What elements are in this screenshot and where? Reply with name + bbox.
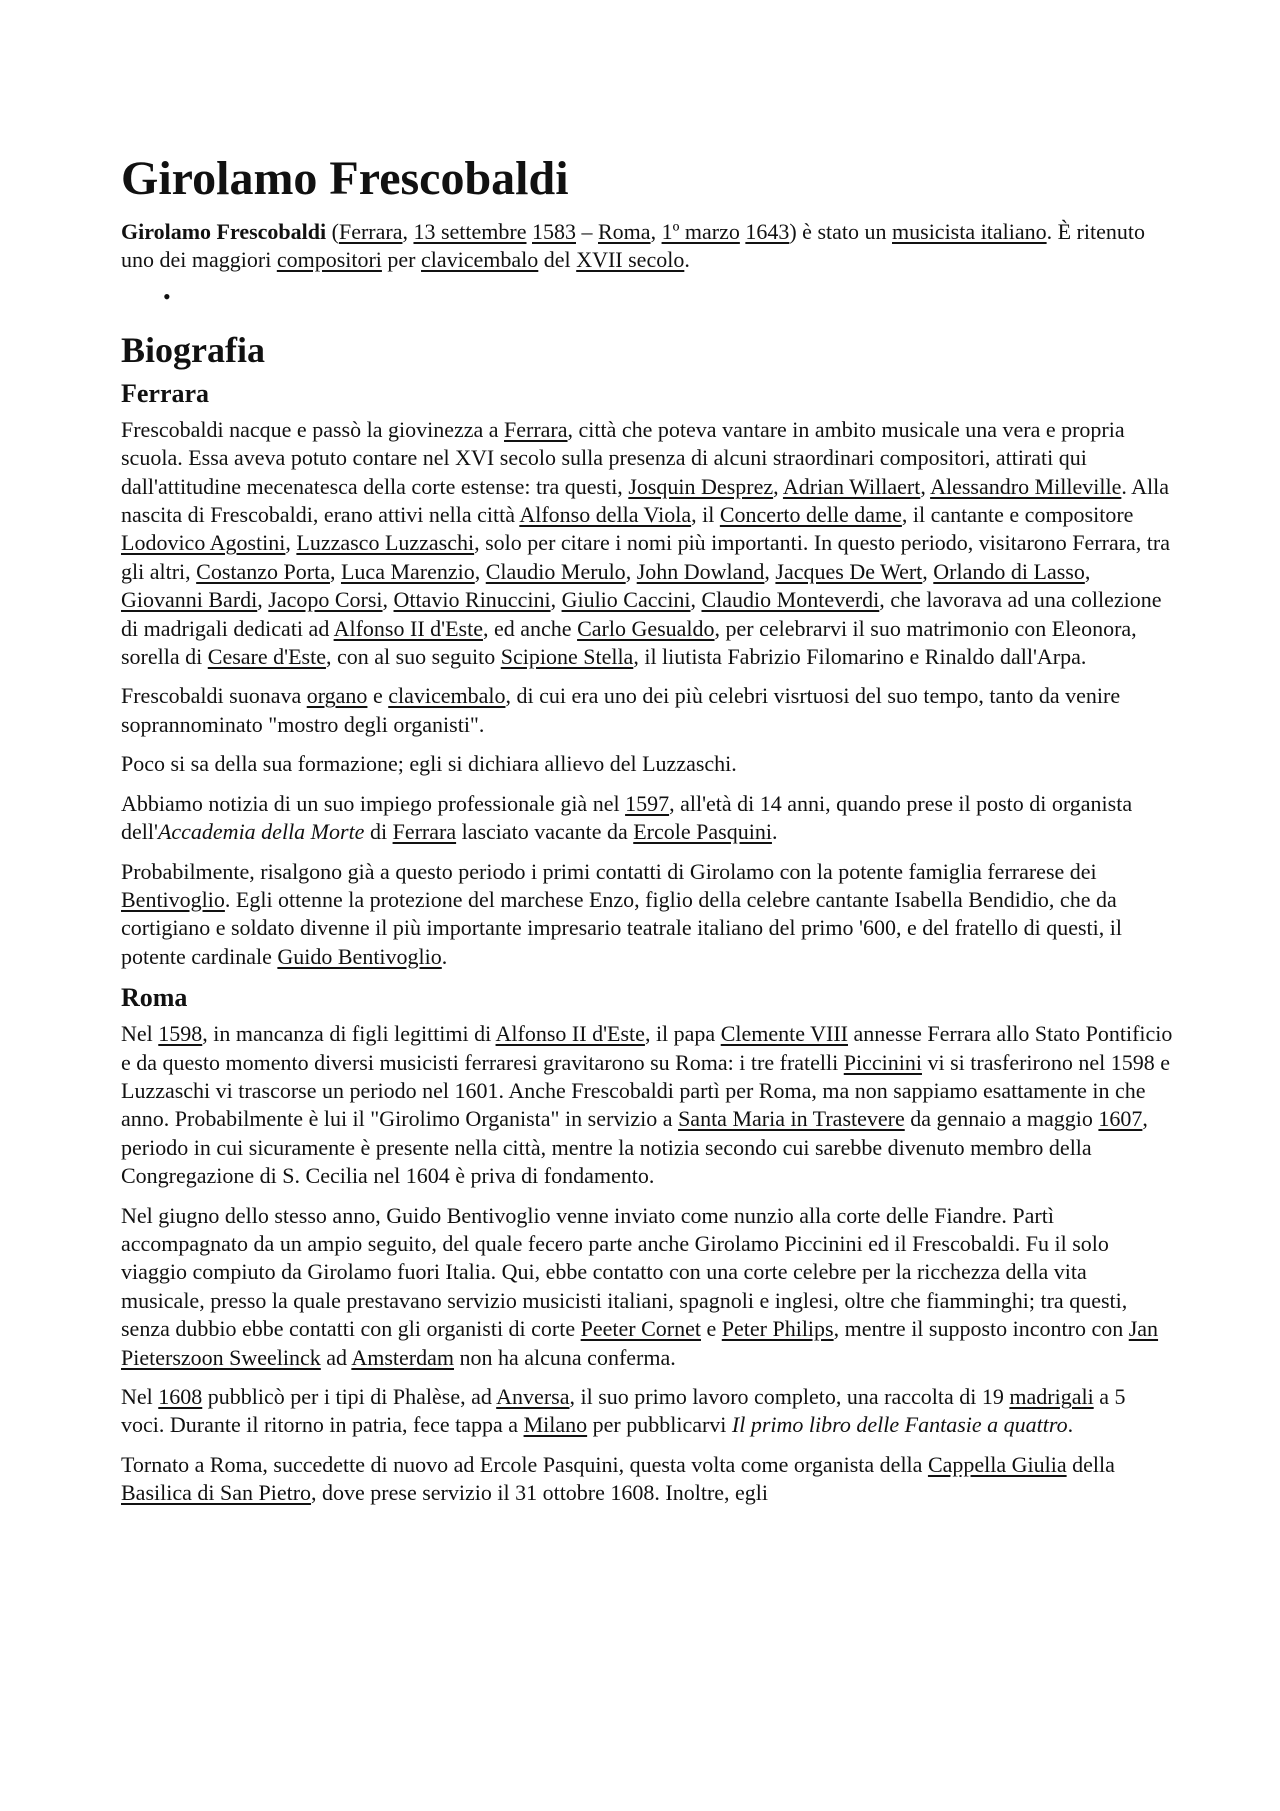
text: della <box>1066 1451 1115 1477</box>
text: di <box>364 819 393 845</box>
page-title: Girolamo Frescobaldi <box>121 152 569 205</box>
text: , <box>402 219 414 244</box>
text: per pubblicarvi <box>587 1412 732 1438</box>
text: , con al suo seguito <box>325 644 501 670</box>
link-anversa[interactable]: Anversa <box>496 1384 570 1409</box>
text: , <box>474 558 486 584</box>
link-1643[interactable]: 1643 <box>745 219 790 244</box>
text: , periodo in cui sicuramente è presente nella città, mentre la notizia secondo cui sarebbe divenuto membro della Congregazione di S. Cecilia nel 1604 è priva di fondamento. <box>121 1106 1148 1189</box>
link-claudio-monteverdi[interactable]: Claudio Monteverdi <box>701 587 880 613</box>
text: per <box>381 247 422 273</box>
text: , ed anche <box>483 615 578 641</box>
text: . Alla nascita di Frescobaldi, erano attivi nella città <box>121 473 1170 528</box>
text: , <box>650 219 662 244</box>
text: . <box>684 247 690 273</box>
link-roma[interactable]: Roma <box>598 219 651 244</box>
paragraph-ferrara-5 <box>121 858 1173 972</box>
link-concerto-delle-dame[interactable]: Concerto delle dame <box>719 502 902 528</box>
text: , di cui era uno dei più celebri visrtuosi del suo tempo, tanto da venire soprannominato "mostro degli organisti". <box>121 683 1121 737</box>
section-heading-biografia: Biografia <box>121 329 265 370</box>
link-1597[interactable]: 1597 <box>625 790 670 816</box>
link-ferrara[interactable]: Ferrara <box>392 819 457 845</box>
text: ad <box>320 1344 352 1370</box>
text: , <box>382 587 394 613</box>
link-jan-pieterszoon-sweelinck[interactable]: Jan Pieterszoon Sweelinck <box>121 1316 1159 1370</box>
link-clemente-viii[interactable]: Clemente VIII <box>720 1021 848 1047</box>
link-peter-philips[interactable]: Peter Philips <box>721 1316 834 1342</box>
link-alessandro-milleville[interactable]: Alessandro Milleville <box>930 473 1122 499</box>
text: del <box>538 247 577 273</box>
link-giulio-caccini[interactable]: Giulio Caccini <box>561 587 691 613</box>
text: . Egli ottenne la protezione del marchese Enzo, figlio della celebre cantante Isabella Bendidio, che da cortigiano e soldato divenne il più importante impresario teatrale italiano del primo '600, e del fratello di questi, il potente cardinale <box>121 886 1123 969</box>
text: pubblicò per i tipi di Phalèse, ad <box>202 1384 497 1409</box>
paragraph-roma-4 <box>121 1451 1173 1508</box>
link-13-settembre[interactable]: 13 settembre <box>413 219 527 244</box>
link-cappella-giulia[interactable]: Cappella Giulia <box>927 1451 1067 1477</box>
text: . <box>441 943 448 969</box>
link-clavicembalo[interactable]: clavicembalo <box>388 683 506 709</box>
text: e <box>701 1316 722 1342</box>
text: vi si trasferirono nel 1598 e Luzzaschi vi trascorse un periodo nel 1601. Anche Frescobaldi partì per Roma, ma non sappiamo esattamente in che anno. Probabilmente è lui il "Girolimo Organista" in servizio a <box>121 1049 1171 1132</box>
text: Tornato a Roma, succedette di nuovo ad Ercole Pasquini, questa volta come organista della <box>121 1451 928 1477</box>
link-amsterdam[interactable]: Amsterdam <box>351 1344 455 1370</box>
text: , il liutista Fabrizio Filomarino e Rinaldo dall'Arpa. <box>633 644 1087 670</box>
text: , dove prese servizio il 31 ottobre 1608. Inoltre, egli <box>311 1480 769 1506</box>
link-alfonso-ii-d-este[interactable]: Alfonso II d'Este <box>333 615 483 641</box>
paragraph-ferrara-3: Poco si sa della sua formazione; egli si dichiara allievo del Luzzaschi. <box>121 751 737 777</box>
link-alfonso-ii-d-este[interactable]: Alfonso II d'Este <box>495 1021 645 1047</box>
text: e <box>367 683 389 709</box>
text: ) è stato un <box>789 219 893 244</box>
link-costanzo-porta[interactable]: Costanzo Porta <box>196 558 330 584</box>
paragraph-ferrara-2 <box>121 682 1173 739</box>
link-orlando-di-lasso[interactable]: Orlando di Lasso <box>933 558 1085 584</box>
link-clavicembalo[interactable]: clavicembalo <box>421 247 539 273</box>
link-giovanni-bardi[interactable]: Giovanni Bardi <box>121 587 258 613</box>
link-alfonso-della-viola[interactable]: Alfonso della Viola <box>519 502 692 528</box>
link-1583[interactable]: 1583 <box>532 219 576 244</box>
italic-text: Il primo libro delle Fantasie a quattro <box>731 1412 1068 1438</box>
text: , in mancanza di figli legittimi di <box>202 1021 496 1047</box>
text: , città che poteva vantare in ambito musicale una vera e propria scuola. Essa aveva potuto contare nel XVI secolo sulla presenza di alcuni straordinari compositori, attirati qui dall'attitudine mecenatesca della corte estense: tra questi, <box>121 416 1125 499</box>
text: Frescobaldi suonava <box>121 683 307 709</box>
intro-bold-name: Girolamo Frescobaldi <box>121 219 327 244</box>
text: Nel <box>121 1021 159 1047</box>
text: , <box>764 558 776 584</box>
text: a 5 voci. Durante il ritorno in patria, fece tappa a <box>121 1384 1126 1438</box>
link-compositori[interactable]: compositori <box>276 247 382 273</box>
link-organo[interactable]: organo <box>306 683 368 709</box>
text: , che lavorava ad una collezione di madrigali dedicati ad <box>121 587 1162 641</box>
link-luzzasco-luzzaschi[interactable]: Luzzasco Luzzaschi <box>296 530 475 556</box>
text: , <box>257 587 269 613</box>
text: Nel giugno dello stesso anno, Guido Bentivoglio venne inviato come nunzio alla corte delle Fiandre. Partì accompagnato da un ampio seguito, del quale fecero parte anche Girolamo Piccinini ed il Frescobaldi. Fu il solo viaggio compiuto da Girolamo fuori Italia. Qui, ebbe contatto con una corte celebre per la ricchezza della vita musicale, presso la quale prestavano servizio musicisti italiani, spagnoli e inglesi, oltre che fiamminghi; tra questi, senza dubbio ebbe contatti con gli organisti di corte <box>121 1202 1128 1342</box>
text: , <box>1084 558 1091 584</box>
link-jacques-de-wert[interactable]: Jacques De Wert <box>775 558 923 584</box>
link-guido-bentivoglio[interactable]: Guido Bentivoglio <box>277 943 442 969</box>
link-ferrara[interactable]: Ferrara <box>504 416 568 442</box>
link-luca-marenzio[interactable]: Luca Marenzio <box>340 558 475 584</box>
link-ottavio-rinuccini[interactable]: Ottavio Rinuccini <box>393 587 551 613</box>
text: , <box>550 587 562 613</box>
text: , <box>920 473 931 499</box>
text: non ha alcuna conferma. <box>454 1344 676 1370</box>
link-madrigali[interactable]: madrigali <box>1009 1384 1094 1409</box>
text: , il papa <box>644 1021 721 1047</box>
paragraph-roma-2 <box>121 1202 1173 1372</box>
link-claudio-merulo[interactable]: Claudio Merulo <box>485 558 626 584</box>
link-ercole-pasquini[interactable]: Ercole Pasquini <box>633 819 772 845</box>
paragraph-roma-1 <box>121 1020 1173 1190</box>
text: , il <box>691 502 720 528</box>
text: annesse Ferrara allo Stato Pontificio e da questo momento diversi musicisti ferraresi gravitarono su Roma: i tre fratelli <box>121 1021 1173 1075</box>
link-1598[interactable]: 1598 <box>158 1021 203 1047</box>
link-bentivoglio[interactable]: Bentivoglio <box>121 886 225 912</box>
link-carlo-gesualdo[interactable]: Carlo Gesualdo <box>577 615 715 641</box>
subsection-heading-ferrara: Ferrara <box>121 378 210 408</box>
text: . È ritenuto uno dei maggiori <box>121 219 1145 273</box>
text: . <box>1067 1412 1074 1438</box>
link-jacopo-corsi[interactable]: Jacopo Corsi <box>268 587 383 613</box>
subsection-heading-roma: Roma <box>121 983 188 1013</box>
link-cesare-d-este[interactable]: Cesare d'Este <box>207 644 326 670</box>
text: , <box>773 473 783 499</box>
link-john-dowland[interactable]: John Dowland <box>636 558 765 584</box>
link-adrian-willaert[interactable]: Adrian Willaert <box>782 473 921 499</box>
text: Abbiamo notizia di un suo impiego professionale già nel <box>121 790 626 816</box>
text: , <box>329 558 341 584</box>
link-peeter-cornet[interactable]: Peeter Cornet <box>580 1316 701 1342</box>
link-basilica-di-san-pietro[interactable]: Basilica di San Pietro <box>121 1480 312 1506</box>
text: , <box>690 587 702 613</box>
text: Frescobaldi nacque e passò la giovinezza a <box>121 416 505 442</box>
document-page <box>121 150 1173 1519</box>
link-ferrara[interactable]: Ferrara <box>338 219 403 244</box>
text: ( <box>326 219 339 244</box>
link-piccinini[interactable]: Piccinini <box>843 1049 922 1075</box>
text: , all'età di 14 anni, quando prese il posto di organista dell' <box>121 790 1133 845</box>
link-milano[interactable]: Milano <box>523 1412 588 1438</box>
text: , il cantante e compositore <box>901 502 1134 528</box>
link-xvii-secolo[interactable]: XVII secolo <box>576 247 685 273</box>
text: – <box>576 219 598 244</box>
text: , per celebrarvi il suo matrimonio con Eleonora, sorella di <box>121 615 1137 670</box>
text: , mentre il supposto incontro con <box>833 1316 1129 1342</box>
link-santa-maria-in-trastevere[interactable]: Santa Maria in Trastevere <box>678 1106 905 1132</box>
paragraph-roma-3 <box>121 1383 1173 1440</box>
text: , solo per citare i nomi più importanti. In questo periodo, visitarono Ferrara, tra gli altri, <box>121 530 1171 584</box>
text: , <box>922 558 934 584</box>
intro-paragraph <box>121 218 1173 275</box>
text: da gennaio a maggio <box>904 1106 1099 1132</box>
link-musicista-italiano[interactable]: musicista italiano <box>892 219 1047 244</box>
text: , <box>285 530 297 556</box>
text: Probabilmente, risalgono già a questo periodo i primi contatti di Girolamo con la potente famiglia ferrarese dei <box>121 858 1097 884</box>
link-josquin-desprez[interactable]: Josquin Desprez <box>628 473 774 499</box>
paragraph-ferrara-1 <box>121 416 1173 672</box>
text: , il suo primo lavoro completo, una raccolta di 19 <box>569 1384 1010 1409</box>
link-1607[interactable]: 1607 <box>1098 1106 1143 1132</box>
text: , <box>625 558 637 584</box>
link-1608[interactable]: 1608 <box>158 1384 203 1409</box>
link-1-marzo[interactable]: 1º marzo <box>661 219 740 244</box>
text: . <box>771 819 778 845</box>
empty-list-bullet: • <box>163 283 171 309</box>
link-lodovico-agostini[interactable]: Lodovico Agostini <box>121 530 286 556</box>
text: Nel <box>121 1384 159 1409</box>
paragraph-ferrara-4 <box>121 790 1173 847</box>
link-scipione-stella[interactable]: Scipione Stella <box>500 644 634 670</box>
text: lasciato vacante da <box>456 819 634 845</box>
italic-text: Accademia della Morte <box>157 819 365 845</box>
